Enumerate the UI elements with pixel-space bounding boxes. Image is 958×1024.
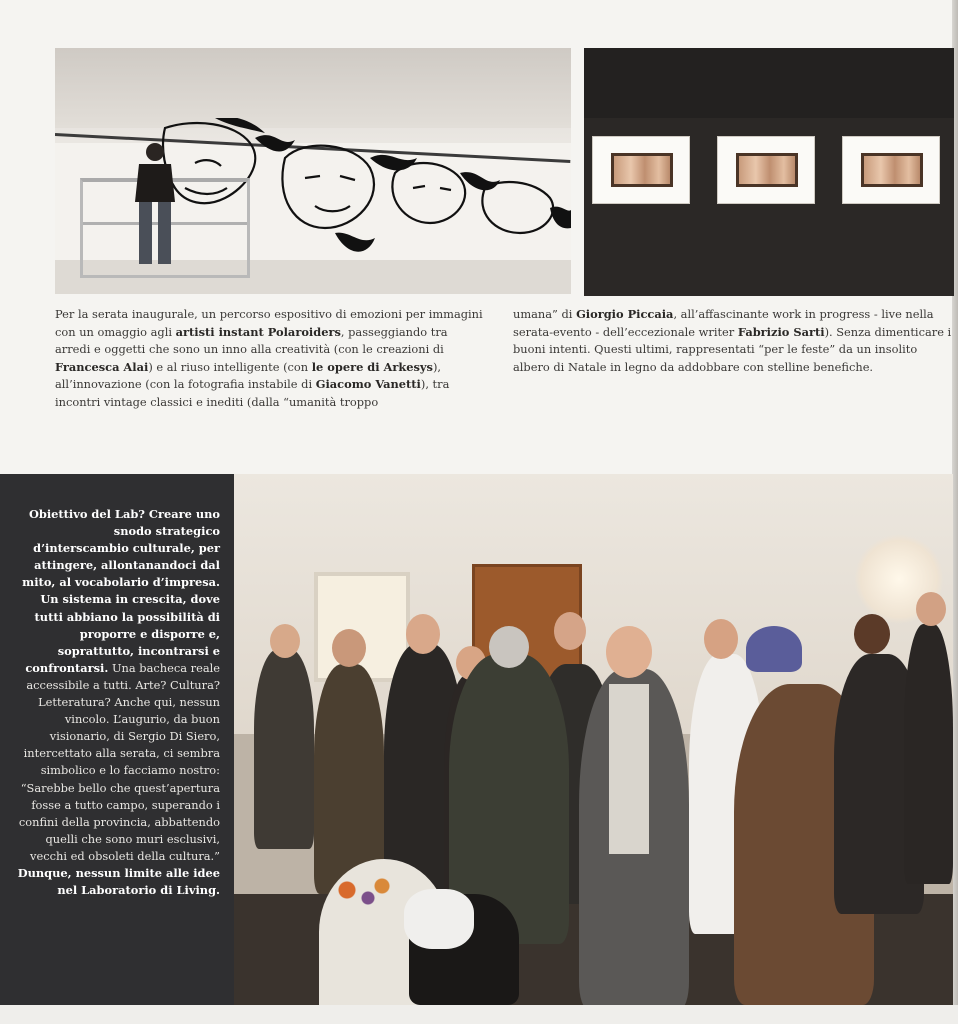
person-head <box>704 619 738 659</box>
caption-right <box>513 306 953 376</box>
caption-bold: artisti instant Polaroiders <box>175 324 341 339</box>
person-head <box>332 629 366 667</box>
caption-text: ), all’innovazione (con la fotografia instabile di <box>55 359 442 392</box>
person-head <box>854 614 890 654</box>
caption-left <box>55 306 485 412</box>
person-head <box>489 626 529 668</box>
fruit-bowl <box>326 874 396 914</box>
caption-text: ), tra incontri vintage classici e inediti (dalla “umanità troppo <box>55 377 450 409</box>
scarf <box>609 684 649 854</box>
photo-frame <box>842 136 940 204</box>
caption-text: , all’affascinante work in progress - live nella serata-evento - dell’eccezionale writer <box>513 307 934 339</box>
person-head <box>554 612 586 650</box>
photo-frame <box>592 136 690 204</box>
caption-text: , passeggiando tra arredi e oggetti che sono un inno alla creatività (con le creazioni di <box>55 324 448 357</box>
sidebar-body: Una bacheca reale accessibile a tutti. Arte? Cultura? Letteratura? Anche qui, nessun vincolo. L’augurio, da buon visionario, di Sergio Di Siero, intercettato alla serata, ci sembra simbolico e lo facciamo nostro: “Sarebbe bello che quest’apertura fosse a tutto campo, superando i confini della provincia, abbattendo quelli che sono muri esclusivi, vecchi ed obsoleti della cultura.” <box>18 660 220 863</box>
person-head <box>270 624 300 658</box>
knit-hat <box>746 626 802 672</box>
person-head <box>916 592 946 626</box>
caption-bold: Giacomo Vanetti <box>315 377 421 392</box>
event-crowd-photo <box>234 474 953 1005</box>
caption-text: ) e al riuso intelligente (con <box>148 359 312 374</box>
person <box>254 649 314 849</box>
framed-photos-photo <box>584 48 954 296</box>
caption-bold: le opere di Arkesys <box>311 359 433 374</box>
caption-bold: Francesca Alai <box>55 359 149 374</box>
sidebar-text <box>15 506 220 899</box>
white-bag <box>404 889 474 949</box>
sidebar-outro: Dunque, nessun limite alle idee nel Laboratorio di Living. <box>17 865 220 898</box>
caption-text: umana” di <box>513 307 577 321</box>
painter-figure <box>125 138 185 268</box>
caption-text: Per la serata inaugurale, un percorso espositivo di emozioni per immagini con un omaggio agli <box>55 307 483 339</box>
person-head <box>406 614 440 654</box>
person-head <box>606 626 652 678</box>
caption-text: ). Senza dimenticare i buoni intenti. Questi ultimi, rappresentati “per le feste” da un insolito albero di Natale in legno da addobbare con stelline benefiche. <box>513 324 952 374</box>
bottom-margin <box>0 1005 958 1024</box>
ceiling <box>55 48 571 128</box>
sidebar-quote-panel <box>0 474 234 1005</box>
caption-bold: Giorgio Piccaia <box>576 307 674 321</box>
mural-painting-photo <box>55 48 571 294</box>
dark-ceiling <box>584 48 954 118</box>
photo-frame <box>717 136 815 204</box>
person <box>904 624 953 884</box>
sidebar-intro: Obiettivo del Lab? Creare uno snodo strategico d’interscambio culturale, per attingere, allontanandoci dal mito, al vocabolario d’impresa. Un sistema in crescita, dove tutti abbiano la possibilità di proporre e disporre e, soprattutto, incontrarsi e confrontarsi. <box>22 507 220 675</box>
caption-bold: Fabrizio Sarti <box>737 324 825 339</box>
